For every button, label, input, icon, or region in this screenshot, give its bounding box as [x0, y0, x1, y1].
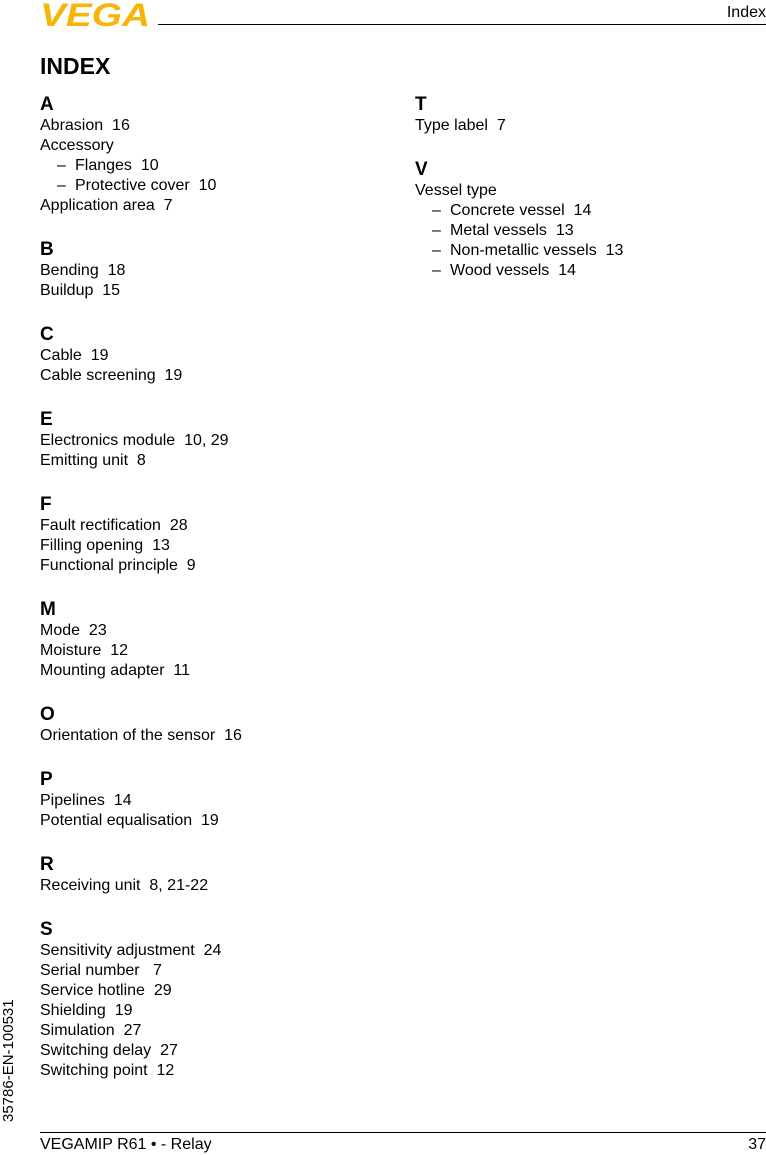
section-gap	[415, 136, 755, 159]
footer-product: VEGAMIP R61 • - Relay	[40, 1136, 212, 1153]
index-entry	[40, 281, 370, 301]
index-column-right	[415, 94, 755, 281]
entry-text: Potential equalisation 19	[40, 812, 219, 829]
index-letter: A	[40, 94, 54, 115]
entry-text: Electronics module 10, 29	[40, 432, 229, 449]
index-entry	[40, 621, 370, 641]
entry-text: Abrasion 16	[40, 117, 130, 134]
index-letter: M	[40, 599, 56, 620]
index-section-a	[40, 94, 370, 216]
vega-logo-mark	[40, 0, 152, 28]
dash-marker: –	[57, 157, 66, 174]
index-letter: O	[40, 704, 55, 725]
section-gap	[40, 216, 370, 239]
dash-marker: –	[432, 262, 441, 279]
index-entry	[40, 661, 370, 681]
entry-text: Service hotline 29	[40, 982, 172, 999]
dash-marker: –	[432, 242, 441, 259]
index-section-c	[40, 324, 370, 386]
index-entry	[40, 516, 370, 536]
index-subentry	[415, 221, 755, 241]
index-entry	[40, 791, 370, 811]
index-section-b	[40, 239, 370, 301]
page-title: INDEX	[40, 53, 111, 79]
entry-text: Flanges 10	[75, 157, 159, 174]
entry-text: Pipelines 14	[40, 792, 132, 809]
index-subentry	[415, 201, 755, 221]
section-gap	[40, 746, 370, 769]
dash-marker: –	[57, 177, 66, 194]
entry-text: Sensitivity adjustment 24	[40, 942, 222, 959]
entry-text: Emitting unit 8	[40, 452, 146, 469]
index-section-m	[40, 599, 370, 681]
entry-text: Bending 18	[40, 262, 126, 279]
index-letter: F	[40, 494, 52, 515]
index-entry	[40, 1041, 370, 1061]
entry-text: Vessel type	[415, 182, 497, 199]
entry-text: Metal vessels 13	[450, 222, 574, 239]
index-letter: C	[40, 324, 54, 345]
footer-rule	[40, 1132, 766, 1133]
entry-text: Orientation of the sensor 16	[40, 727, 242, 744]
index-entry	[40, 941, 370, 961]
section-gap	[40, 301, 370, 324]
entry-text: Simulation 27	[40, 1022, 142, 1039]
index-column-left	[40, 94, 370, 1081]
entry-text: Protective cover 10	[75, 177, 217, 194]
entry-text: Wood vessels 14	[450, 262, 576, 279]
entry-text: Serial number 7	[40, 962, 162, 979]
index-letter: V	[415, 159, 428, 180]
index-entry	[40, 116, 370, 136]
vega-logo-text: VEGA	[40, 0, 150, 28]
dash-marker: –	[432, 202, 441, 219]
index-entry	[40, 641, 370, 661]
index-entry	[40, 556, 370, 576]
index-entry	[415, 116, 755, 136]
index-section-v	[415, 159, 755, 281]
index-entry	[40, 981, 370, 1001]
index-entry	[40, 366, 370, 386]
index-entry	[40, 1021, 370, 1041]
index-entry	[40, 431, 370, 451]
vega-logo	[40, 0, 152, 28]
index-entry	[415, 181, 755, 201]
section-gap	[40, 576, 370, 599]
entry-text: Application area 7	[40, 197, 173, 214]
entry-text: Mode 23	[40, 622, 107, 639]
index-letter: T	[415, 94, 427, 115]
section-gap	[40, 896, 370, 919]
index-entry	[40, 536, 370, 556]
entry-text: Mounting adapter 11	[40, 662, 191, 679]
entry-text: Accessory	[40, 137, 114, 154]
entry-text: Non-metallic vessels 13	[450, 242, 624, 259]
entry-text: Switching delay 27	[40, 1042, 178, 1059]
index-entry	[40, 961, 370, 981]
index-letter: R	[40, 854, 54, 875]
entry-text: Filling opening 13	[40, 537, 170, 554]
index-letter: P	[40, 769, 53, 790]
index-section-e	[40, 409, 370, 471]
index-section-o	[40, 704, 370, 746]
entry-text: Type label 7	[415, 117, 506, 134]
index-subentry	[40, 156, 370, 176]
section-gap	[40, 386, 370, 409]
entry-text: Shielding 19	[40, 1002, 133, 1019]
index-entry	[40, 196, 370, 216]
index-subentry	[40, 176, 370, 196]
index-entry	[40, 136, 370, 156]
document-code: 35786-EN-100531	[0, 999, 17, 1122]
entry-text: Cable screening 19	[40, 367, 183, 384]
index-section-t	[415, 94, 755, 136]
index-subentry	[415, 241, 755, 261]
index-section-p	[40, 769, 370, 831]
index-letter: E	[40, 409, 53, 430]
index-section-s	[40, 919, 370, 1081]
section-gap	[40, 831, 370, 854]
footer-page-number: 37	[748, 1136, 766, 1153]
index-section-r	[40, 854, 370, 896]
index-letter: B	[40, 239, 54, 260]
index-entry	[40, 451, 370, 471]
entry-text: Receiving unit 8, 21-22	[40, 877, 209, 894]
entry-text: Buildup 15	[40, 282, 121, 299]
entry-text: Concrete vessel 14	[450, 202, 592, 219]
entry-text: Cable 19	[40, 347, 109, 364]
entry-text: Fault rectification 28	[40, 517, 188, 534]
index-section-f	[40, 494, 370, 576]
index-subentry	[415, 261, 755, 281]
index-entry	[40, 726, 370, 746]
header-title: Index	[726, 4, 766, 21]
index-letter: S	[40, 919, 53, 940]
index-entry	[40, 876, 370, 896]
entry-text: Switching point 12	[40, 1062, 175, 1079]
section-gap	[40, 471, 370, 494]
section-gap	[40, 681, 370, 704]
entry-text: Moisture 12	[40, 642, 129, 659]
index-entry	[40, 811, 370, 831]
index-entry	[40, 1061, 370, 1081]
dash-marker: –	[432, 222, 441, 239]
index-entry	[40, 261, 370, 281]
header-rule	[158, 24, 766, 25]
entry-text: Functional principle 9	[40, 557, 196, 574]
index-entry	[40, 1001, 370, 1021]
index-entry	[40, 346, 370, 366]
